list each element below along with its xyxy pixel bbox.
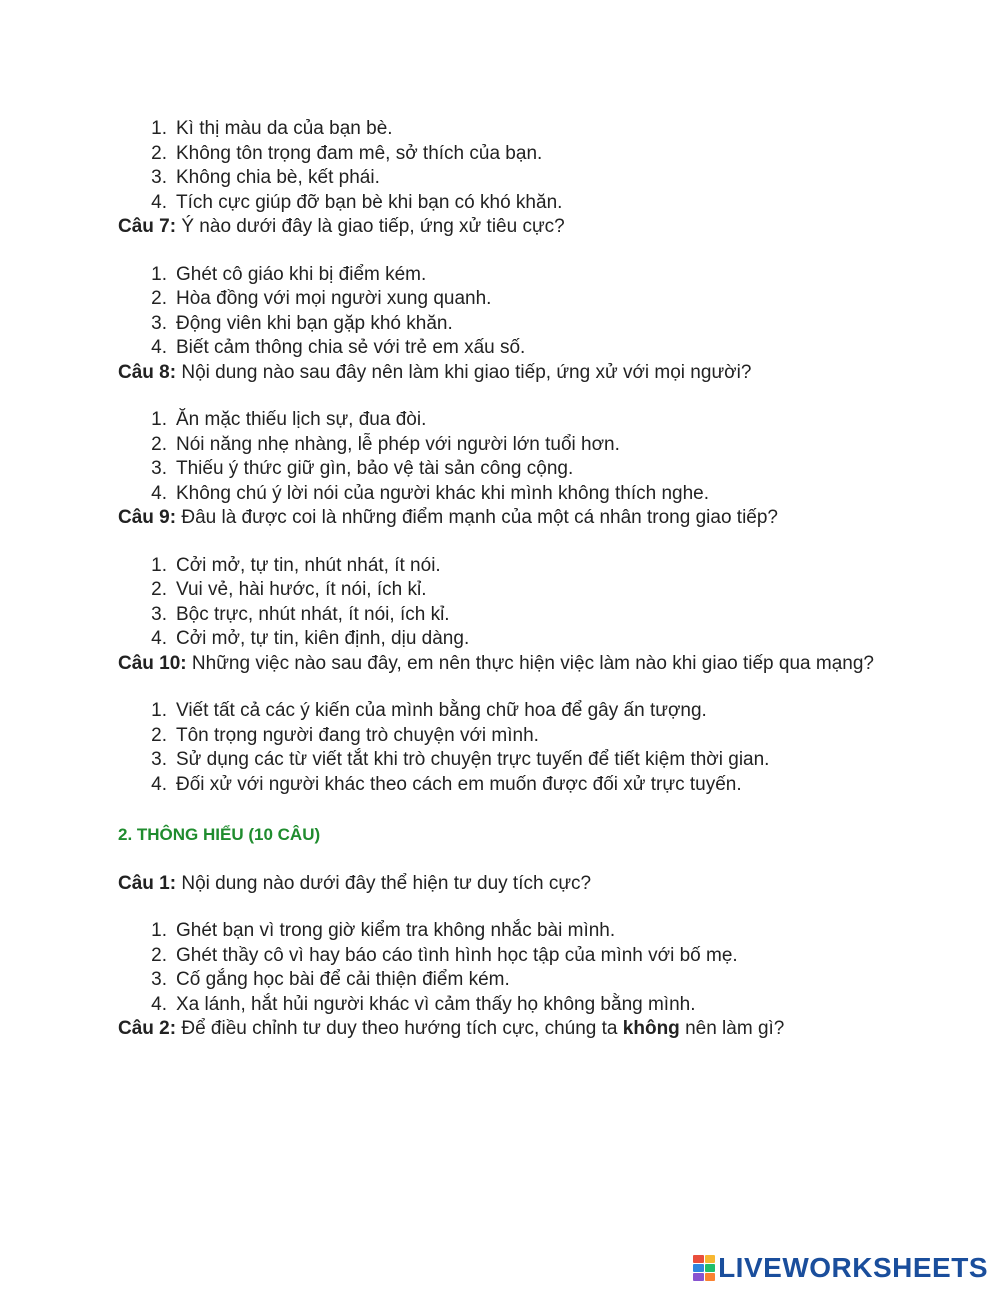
list-item: 1. Ghét cô giáo khi bị điểm kém. — [151, 263, 427, 285]
list-item: 2. Không tôn trọng đam mê, sở thích của bạn. — [151, 142, 543, 164]
list-item: 3. Thiếu ý thức giữ gìn, bảo vệ tài sản công cộng. — [151, 458, 574, 479]
list-item: 3. Bộc trực, nhút nhát, ít nói, ích kỉ. — [151, 603, 450, 625]
list-item: 3. Không chia bè, kết phái. — [151, 167, 380, 188]
section-2-question-1-options — [118, 919, 878, 1017]
list-item: 3. Động viên khi bạn gặp khó khăn. — [151, 312, 453, 334]
list-item: 4. Đối xử với người khác theo cách em muốn được đối xử trực tuyến. — [151, 773, 742, 795]
list-item: 1. Viết tất cả các ý kiến của mình bằng chữ hoa để gây ấn tượng. — [151, 700, 707, 721]
question-10: Câu 10: Những việc nào sau đây, em nên thực hiện việc làm nào khi giao tiếp qua mạng? — [118, 652, 874, 674]
question-10-options — [118, 699, 878, 797]
list-item: 1. Kì thị màu da của bạn bè. — [151, 118, 393, 139]
question-8: Câu 8: Nội dung nào sau đây nên làm khi giao tiếp, ứng xử với mọi người? — [118, 361, 752, 383]
worksheet-content — [118, 117, 878, 1042]
section-2-question-2: Câu 2: Để điều chỉnh tư duy theo hướng tích cực, chúng ta không nên làm gì? — [118, 1018, 785, 1039]
list-item: 3. Sử dụng các từ viết tắt khi trò chuyện trực tuyến để tiết kiệm thời gian. — [151, 749, 770, 770]
list-item: 4. Cởi mở, tự tin, kiên định, dịu dàng. — [151, 628, 470, 649]
liveworksheets-logo[interactable] — [693, 1252, 988, 1284]
question-9: Câu 9: Đâu là được coi là những điểm mạnh của một cá nhân trong giao tiếp? — [118, 507, 778, 528]
logo-block — [693, 1255, 704, 1263]
question-7-options — [118, 263, 878, 361]
list-item: 2. Vui vẻ, hài hước, ít nói, ích kỉ. — [151, 579, 427, 600]
logo-block — [705, 1264, 716, 1272]
question-8-options — [118, 408, 878, 506]
list-item: 2. Ghét thầy cô vì hay báo cáo tình hình học tập của mình với bố mẹ. — [151, 944, 738, 966]
logo-text: LIVEWORKSHEETS — [718, 1252, 988, 1283]
logo-block — [693, 1264, 704, 1272]
list-item: 1. Cởi mở, tự tin, nhút nhát, ít nói. — [151, 554, 441, 576]
list-item: 1. Ăn mặc thiếu lịch sự, đua đòi. — [151, 409, 427, 430]
intro-option-list — [118, 117, 878, 215]
question-9-options — [118, 554, 878, 652]
logo-mark-icon — [693, 1255, 715, 1281]
question-7: Câu 7: Ý nào dưới đây là giao tiếp, ứng xử tiêu cực? — [118, 216, 565, 237]
list-item: 2. Nói năng nhẹ nhàng, lễ phép với người lớn tuổi hơn. — [151, 433, 620, 455]
list-item: 1. Ghét bạn vì trong giờ kiểm tra không nhắc bài mình. — [151, 920, 616, 941]
list-item: 2. Hòa đồng với mọi người xung quanh. — [151, 288, 492, 309]
section-2-title: 2. THÔNG HIỂU (10 CÂU) — [118, 825, 321, 844]
list-item: 4. Không chú ý lời nói của người khác khi mình không thích nghe. — [151, 482, 710, 504]
logo-block — [693, 1273, 704, 1281]
list-item: 2. Tôn trọng người đang trò chuyện với mình. — [151, 724, 539, 746]
list-item: 3. Cố gắng học bài để cải thiện điểm kém. — [151, 969, 510, 990]
list-item: 4. Tích cực giúp đỡ bạn bè khi bạn có khó khăn. — [151, 191, 563, 213]
logo-block — [705, 1273, 716, 1281]
section-2-question-1: Câu 1: Nội dung nào dưới đây thể hiện tư duy tích cực? — [118, 872, 592, 894]
list-item: 4. Xa lánh, hắt hủi người khác vì cảm thấy họ không bằng mình. — [151, 993, 696, 1015]
logo-block — [705, 1255, 716, 1263]
list-item: 4. Biết cảm thông chia sẻ với trẻ em xấu số. — [151, 337, 526, 358]
